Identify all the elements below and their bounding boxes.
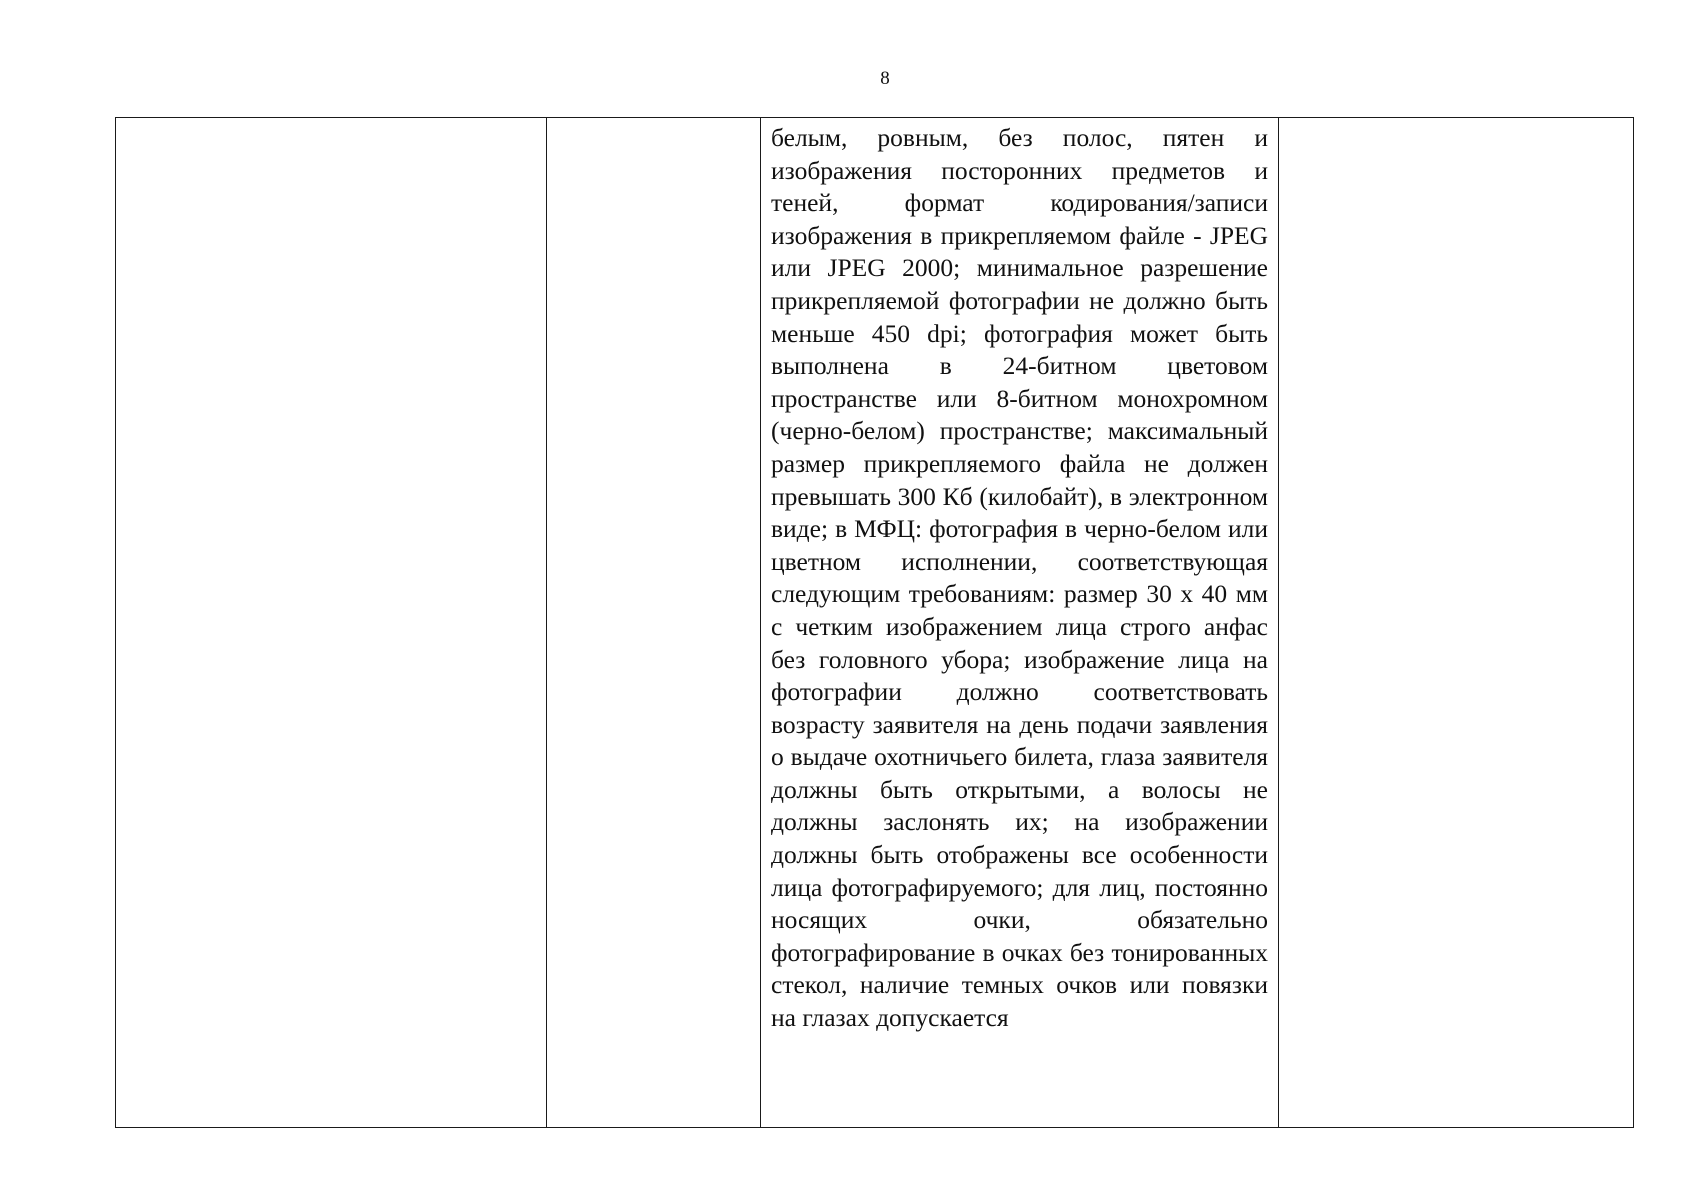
table-row — [116, 118, 1634, 1128]
cell-text-col-4 — [1279, 118, 1633, 122]
photo-requirements-text: белым, ровным, без полос, пятен и изображения посторонних предметов и теней, формат кодирования/записи изображения в прикрепляемом файле - JPEG или JPEG 2000; минимальное разрешение прикрепляемой фотографии не должно быть меньше 450 dpi; фотография может быть выполнена в 24-битном цветовом пространстве или 8-битном монохромном (черно-белом) пространстве; максимальный размер прикрепляемого файла не должен превышать 300 Кб (килобайт), в электронном виде; в МФЦ: фотография в черно-белом или цветном исполнении, соответствующая следующим требованиям: размер 30 х 40 мм с четким изображением лица строго анфас без головного убора; изображение лица на фотографии должно соответствовать возрасту заявителя на день подачи заявления о выдаче охотничьего билета, глаза заявителя должны быть открытыми, а волосы не должны заслонять их; на изображении должны быть отображены все особенности лица фотографируемого; для лиц, постоянно носящих очки, обязательно фотографирование в очках без тонированных стекол, наличие темных очков или повязки на глазах допускается — [771, 123, 1268, 1033]
page-number: 8 — [880, 68, 890, 89]
table-cell-col-2 — [547, 118, 761, 1128]
table-cell-col-4 — [1279, 118, 1634, 1128]
cell-text-col-2 — [547, 118, 760, 122]
table-cell-col-3 — [761, 118, 1279, 1128]
requirements-table — [115, 117, 1634, 1128]
table-cell-col-1 — [116, 118, 547, 1128]
cell-text-col-1 — [116, 118, 546, 122]
